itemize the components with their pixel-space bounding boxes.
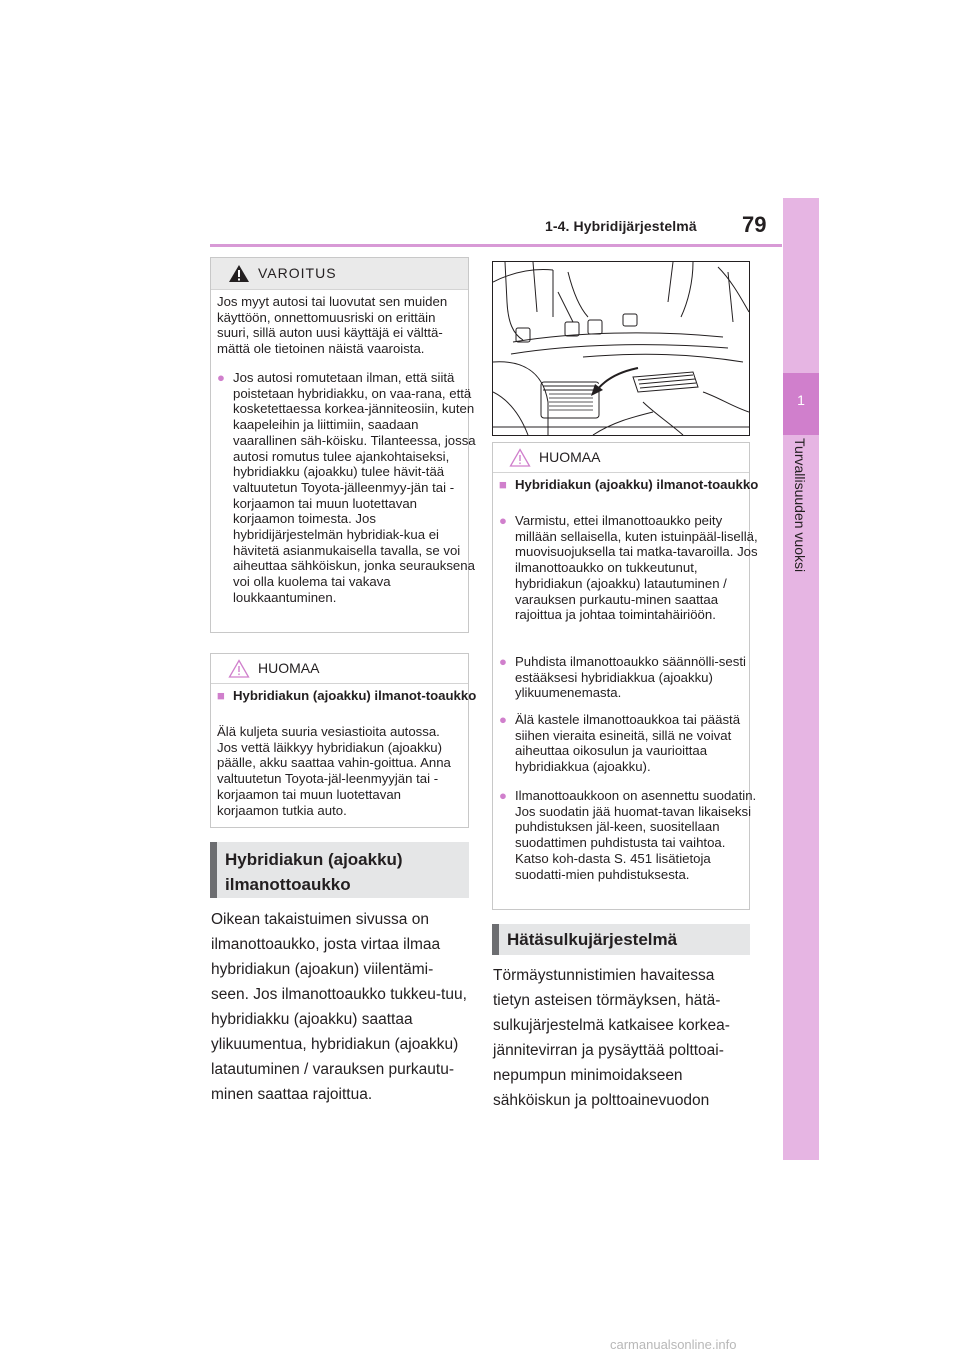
- notice-left-subheading: [217, 688, 477, 704]
- body-text-air-intake: Oikean takaistuimen sivussa on ilmanottoaukko, josta virtaa ilmaa hybridiakun (ajoakun) viilentämi-seen. Jos ilmanottoaukko tukkeu-tuu, hybridiakku (ajoakku) saattaa ylikuumentua, hybridiakun (ajoakku) latautuminen / varauksen purkautu-minen saattaa rajoittua.: [211, 911, 467, 1103]
- notice-right-bullet-text: Ilmanottoaukkoon on asennettu suodatin. Jos suodatin jää huomat-tavan likaiseksi puhdistuksen jäl-keen, suositellaan suodattimen puhdistusta tai vaihtoa. Katso koh-dasta S. 451 lisätietoja suodatti-mien puhdistuksesta.: [515, 788, 757, 882]
- chapter-number: 1: [797, 392, 805, 408]
- caution-triangle-icon: [228, 659, 250, 678]
- bullet-dot-icon: ●: [499, 513, 507, 528]
- notice-left-text: Älä kuljeta suuria vesiastioita autossa. Jos vettä läikkyy hybridiakun (ajoakku) päälle, akku saattaa vahin-goittua. Anna valtuutetun Toyota-jäl-leenmyyjän tai -korjaamon tai muun luotettavan korjaamon tutkia auto.: [217, 724, 451, 818]
- page-number: 79: [742, 212, 767, 237]
- square-bullet-icon: ■: [499, 477, 507, 492]
- section-heading-emergency-shutoff: [492, 924, 750, 955]
- notice-right-bullet-text: Puhdista ilmanottoaukko säännölli-sesti estääksesi hybridiakkua (ajoakku) ylikuumenemasta.: [515, 654, 746, 701]
- body-text-emergency-shutoff: Törmäystunnistimien havaitessa tietyn asteisen törmäyksen, hätä-sulkujärjestelmä katkaisee korkea-jännitevirran ja pysäyttää polttoai-nepumpun minimoidakseen sähköiskun ja polttoainevuodon: [493, 967, 730, 1109]
- chapter-title: [783, 438, 819, 638]
- notice-right-bullet: [499, 654, 759, 701]
- notice-right-bullet: [499, 712, 759, 775]
- notice-right-bullet: [499, 513, 759, 623]
- notice-box-left: [210, 653, 477, 828]
- notice-right-subheading: [499, 477, 759, 493]
- section-heading-emergency-shutoff-text: Hätäsulkujärjestelmä: [507, 930, 678, 949]
- chapter-side-tab: [783, 198, 819, 1160]
- notice-right-bullet: [499, 788, 759, 882]
- notice-right-bullet-text: Varmistu, ettei ilmanottoaukko peity millään sellaisella, kuten istuinpääl-lisellä, muovisuojuksella tai matka-tavaroilla. Jos ilmanottoaukko on tukkeutunut, hybridiakun (ajoakku) latautuminen / varauksen purkautu-minen saattaa rajoittua ja johtaa toimintahäiriöön.: [515, 513, 758, 623]
- warning-bullet-text: Jos autosi romutetaan ilman, että siitä poistetaan hybridiakku, on vaa-rana, että kosketettaessa korkea-jänniteosiin, kuten kaapeleihin ja liittimiin, saadaan vaarallinen säh-köisku. Tilanteessa, jossa autosi romutus tulee ajankohtaiseksi, hybridiakku (ajoakku) tulee hävit-tää valtuutetun Toyota-jälleenmyy-jän tai -korjaamon tai muun luotettavan korjaamon toimesta. Jos hybridijärjestelmän hybridiak-kua ei hävitetä asianmukaisella tavalla, se voi aiheuttaa sähköiskun, jonka seurauksena voi olla kuolema tai vakava loukkaantuminen.: [233, 370, 476, 605]
- section-heading-air-intake-text: Hybridiakun (ajoakku) ilmanottoaukko: [225, 850, 403, 894]
- notice-right-title: HUOMAA: [539, 449, 601, 465]
- notice-left-subheading-text: Hybridiakun (ajoakku) ilmanot-toaukko: [233, 688, 477, 703]
- notice-right-bullet-text: Älä kastele ilmanottoaukkoa tai päästä siihen vieraita esineitä, sillä ne voivat aiheuttaa oikosulun ja vaurioittaa hybridiakkua (ajoakku).: [515, 712, 741, 775]
- header-rule: [210, 244, 782, 247]
- warning-bullet: [217, 370, 477, 606]
- section-header: 1-4. Hybridijärjestelmä: [545, 218, 697, 234]
- bullet-dot-icon: ●: [499, 788, 507, 803]
- caution-triangle-icon: [509, 448, 531, 467]
- chapter-title-text: Turvallisuuden vuoksi: [792, 438, 808, 573]
- notice-box-right-header: [493, 443, 749, 473]
- seat-illustration-svg: [493, 262, 749, 435]
- warning-intro: Jos myyt autosi tai luovutat sen muiden käyttöön, onnettomuusriski on erittäin suuri, sillä auton uusi käyttäjä ei välttä-mättä ole tietoinen näistä vaaroista.: [217, 294, 448, 357]
- warning-box-header: [211, 258, 468, 290]
- notice-box-left-header: [211, 654, 468, 684]
- bullet-dot-icon: ●: [217, 370, 225, 385]
- warning-box: [210, 257, 476, 633]
- rear-seat-air-intake-illustration: [492, 261, 750, 436]
- notice-right-subheading-text: Hybridiakun (ajoakku) ilmanot-toaukko: [515, 477, 759, 492]
- notice-left-title: HUOMAA: [258, 660, 320, 676]
- warning-title: VAROITUS: [258, 265, 337, 281]
- watermark: carmanualsonline.info: [610, 1337, 737, 1352]
- square-bullet-icon: ■: [217, 688, 225, 703]
- warning-triangle-icon: [228, 264, 250, 283]
- bullet-dot-icon: ●: [499, 712, 507, 727]
- notice-box-right: [492, 442, 759, 910]
- bullet-dot-icon: ●: [499, 654, 507, 669]
- section-heading-air-intake: [210, 842, 469, 898]
